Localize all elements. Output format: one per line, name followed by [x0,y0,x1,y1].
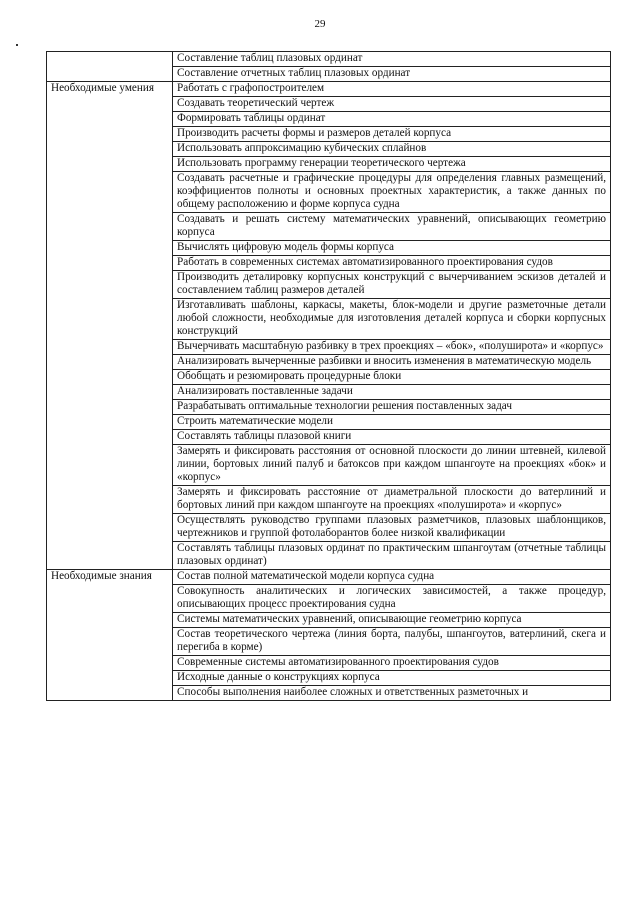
item-cell: Составлять таблицы плазовой книги [173,430,611,445]
item-cell: Обобщать и резюмировать процедурные блоки [173,370,611,385]
item-cell: Создавать расчетные и графические процедуры для определения главных размещений, коэффициентов полноты и основных проектных характеристик, а также данных по общему расположению и форме корпуса судна [173,172,611,213]
item-cell: Состав теоретического чертежа (линия борта, палубы, шпангоутов, ватерлиний, скега и перегиба в корме) [173,628,611,656]
item-cell: Способы выполнения наиболее сложных и ответственных разметочных и [173,686,611,701]
item-cell: Состав полной математической модели корпуса судна [173,570,611,585]
item-cell: Осуществлять руководство группами плазовых разметчиков, плазовых шаблонщиков, чертежников и группой фотолаборантов более низкой квалификации [173,514,611,542]
item-cell: Создавать и решать систему математических уравнений, описывающих геометрию корпуса [173,213,611,241]
table-row [47,82,611,97]
item-cell: Изготавливать шаблоны, каркасы, макеты, блок-модели и другие разметочные детали любой сложности, необходимые для изготовления деталей корпуса и сборки корпусных конструкций [173,299,611,340]
item-cell: Создавать теоретический чертеж [173,97,611,112]
item-cell: Системы математических уравнений, описывающие геометрию корпуса [173,613,611,628]
item-cell: Производить деталировку корпусных конструкций с вычерчиванием эскизов деталей и составлением таблиц размеров деталей [173,271,611,299]
scan-speck [16,44,18,46]
item-cell: Разрабатывать оптимальные технологии решения поставленных задач [173,400,611,415]
item-cell: Составлять таблицы плазовых ординат по практическим шпангоутам (отчетные таблицы плазовых ординат) [173,542,611,570]
item-cell: Замерять и фиксировать расстояние от диаметральной плоскости до ватерлиний и бортовых линий при каждом шпангоуте на проекциях «полуширота» и «корпус» [173,486,611,514]
item-cell: Производить расчеты формы и размеров деталей корпуса [173,127,611,142]
item-cell: Замерять и фиксировать расстояния от основной плоскости до линии штевней, килевой линии, бортовых линий палуб и батоксов при каждом шпангоуте на проекциях «бок» и «корпус» [173,445,611,486]
item-cell: Использовать программу генерации теоретического чертежа [173,157,611,172]
competency-table-body [47,52,611,701]
item-cell: Составление отчетных таблиц плазовых ординат [173,67,611,82]
item-cell: Работать в современных системах автоматизированного проектирования судов [173,256,611,271]
category-cell: Необходимые умения [47,82,173,570]
item-cell: Вычислять цифровую модель формы корпуса [173,241,611,256]
item-cell: Составление таблиц плазовых ординат [173,52,611,67]
competency-table [46,51,611,701]
category-cell: Необходимые знания [47,570,173,701]
item-cell: Вычерчивать масштабную разбивку в трех проекциях – «бок», «полуширота» и «корпус» [173,340,611,355]
item-cell: Формировать таблицы ординат [173,112,611,127]
item-cell: Работать с графопостроителем [173,82,611,97]
item-cell: Использовать аппроксимацию кубических сплайнов [173,142,611,157]
item-cell: Исходные данные о конструкциях корпуса [173,671,611,686]
item-cell: Анализировать вычерченные разбивки и вносить изменения в математическую модель [173,355,611,370]
category-cell [47,52,173,82]
item-cell: Строить математические модели [173,415,611,430]
table-row [47,52,611,67]
item-cell: Современные системы автоматизированного проектирования судов [173,656,611,671]
page-number: 29 [314,18,326,30]
item-cell: Совокупность аналитических и логических зависимостей, а также процедур, описывающих процесс проектирования судна [173,585,611,613]
item-cell: Анализировать поставленные задачи [173,385,611,400]
table-row [47,570,611,585]
